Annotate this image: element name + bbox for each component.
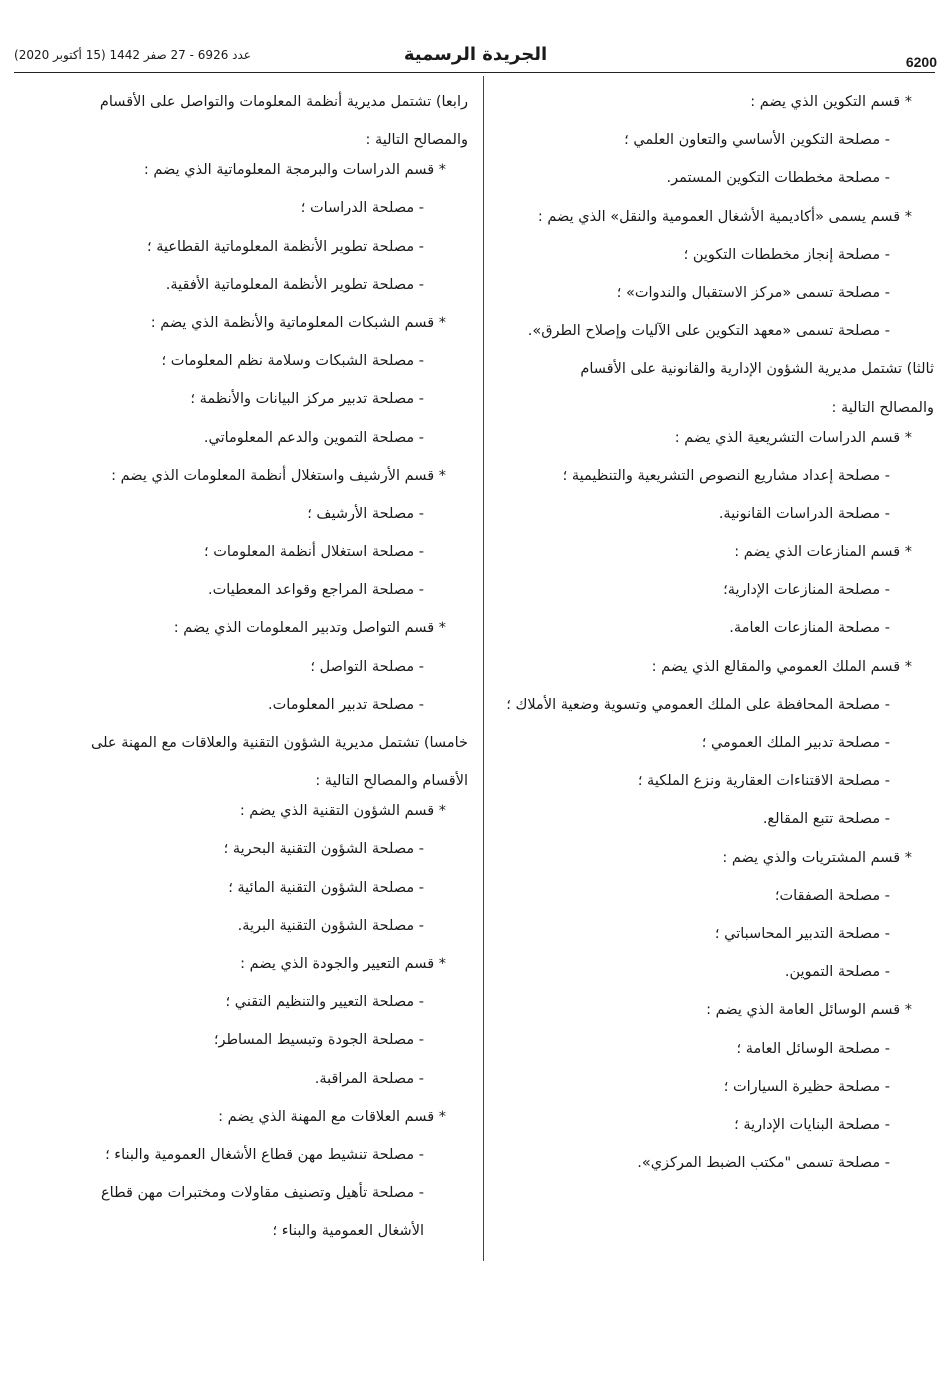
paragraph-line: ثالثا) تشتمل مديرية الشؤون الإدارية والقانونية على الأقسام	[580, 361, 934, 378]
list-item: - مصلحة المراجع وقواعد المعطيات.	[208, 582, 424, 599]
list-item: - مصلحة التموين.	[784, 964, 890, 981]
paragraph-line: خامسا) تشتمل مديرية الشؤون التقنية والعلاقات مع المهنة على	[91, 735, 468, 751]
list-item: - مصلحة تنشيط مهن قطاع الأشغال العمومية والبناء ؛	[105, 1146, 424, 1163]
section-heading: * قسم الوسائل العامة الذي يضم :	[706, 1002, 912, 1019]
list-item: - مصلحة التكوين الأساسي والتعاون العلمي ؛	[624, 132, 890, 149]
section-heading: * قسم الشؤون التقنية الذي يضم :	[239, 803, 446, 820]
list-item: - مصلحة الدراسات القانونية.	[718, 505, 890, 522]
section-heading: * قسم الأرشيف واستغلال أنظمة المعلومات الذي يضم :	[111, 467, 446, 484]
section-heading: * قسم يسمى «أكاديمية الأشغال العمومية والنقل» الذي يضم :	[537, 208, 912, 225]
column-divider	[483, 76, 484, 1261]
paragraph-line: والمصالح التالية :	[831, 399, 934, 416]
list-item: - مصلحة تدبير المعلومات.	[268, 696, 424, 713]
list-item: - مصلحة تدبير الملك العمومي ؛	[701, 735, 890, 751]
section-heading: * قسم الدراسات والبرمجة المعلوماتية الذي يضم :	[143, 162, 446, 179]
list-item: - مصلحة تدبير مركز البيانات والأنظمة ؛	[190, 391, 424, 408]
list-item: - مصلحة البنايات الإدارية ؛	[734, 1116, 890, 1133]
list-item: - مصلحة استغلال أنظمة المعلومات ؛	[204, 544, 424, 561]
list-item: - مصلحة المحافظة على الملك العمومي وتسوية وضعية الأملاك ؛	[506, 696, 890, 713]
list-item: - مصلحة الشؤون التقنية المائية ؛	[228, 879, 424, 896]
right-column	[500, 88, 934, 1187]
list-item: - مصلحة المراقبة.	[314, 1070, 424, 1087]
list-item: - مصلحة الوسائل العامة ؛	[736, 1040, 890, 1057]
list-item: - مصلحة التعيير والتنظيم التقني ؛	[225, 994, 424, 1011]
list-item: - مصلحة الدراسات ؛	[300, 200, 424, 217]
list-item: - مصلحة حظيرة السيارات ؛	[723, 1078, 890, 1095]
left-column	[16, 88, 468, 1247]
paragraph-line: رابعا) تشتمل مديرية أنظمة المعلومات والتواصل على الأقسام	[99, 94, 468, 110]
list-item: - مصلحة تطوير الأنظمة المعلوماتية القطاعية ؛	[147, 238, 424, 255]
section-heading: * قسم التواصل وتدبير المعلومات الذي يضم :	[173, 620, 446, 637]
list-item: - مصلحة تسمى «مركز الاستقبال والندوات» ؛	[616, 284, 890, 301]
list-item: - مصلحة التموين والدعم المعلوماتي.	[203, 429, 424, 446]
page-number: 6200	[905, 54, 937, 70]
list-item: - مصلحة مخططات التكوين المستمر.	[666, 170, 890, 187]
list-item: - مصلحة المنازعات الإدارية؛	[723, 582, 890, 599]
issue-info: عدد 6926 - 27 صفر 1442 (15 أكتوبر 2020)	[14, 48, 251, 62]
list-item: - مصلحة الشؤون التقنية البحرية ؛	[223, 841, 424, 858]
section-heading: * قسم الدراسات التشريعية الذي يضم :	[674, 429, 912, 446]
section-heading: * قسم التعيير والجودة الذي يضم :	[240, 955, 446, 972]
list-item-continuation: الأشغال العمومية والبناء ؛	[272, 1223, 424, 1240]
section-heading: * قسم الشبكات المعلوماتية والأنظمة الذي يضم :	[150, 314, 446, 331]
paragraph-line: الأقسام والمصالح التالية :	[315, 773, 468, 790]
page-header	[14, 44, 937, 74]
list-item: - مصلحة الجودة وتبسيط المساطر؛	[213, 1032, 424, 1049]
section-heading: * قسم الملك العمومي والمقالع الذي يضم :	[651, 658, 912, 675]
section-heading: * قسم المشتريات والذي يضم :	[722, 849, 912, 866]
list-item: - مصلحة التواصل ؛	[310, 658, 424, 675]
list-item: - مصلحة التدبير المحاسباتي ؛	[714, 925, 890, 942]
section-heading: * قسم المنازعات الذي يضم :	[734, 544, 912, 561]
list-item: - مصلحة تتبع المقالع.	[762, 811, 890, 828]
list-item: - مصلحة تأهيل وتصنيف مقاولات ومختبرات مهن قطاع	[101, 1185, 424, 1202]
list-item: - مصلحة الشؤون التقنية البرية.	[237, 917, 424, 934]
section-heading: * قسم العلاقات مع المهنة الذي يضم :	[218, 1108, 446, 1125]
list-item: - مصلحة الشبكات وسلامة نظم المعلومات ؛	[161, 353, 424, 370]
header-rule	[14, 72, 935, 73]
list-item: - مصلحة إنجاز مخططات التكوين ؛	[683, 246, 890, 263]
paragraph-line: والمصالح التالية :	[365, 132, 468, 149]
list-item: - مصلحة الصفقات؛	[774, 887, 890, 904]
list-item: - مصلحة المنازعات العامة.	[729, 620, 890, 637]
list-item: - مصلحة إعداد مشاريع النصوص التشريعية والتنظيمية ؛	[562, 467, 890, 484]
list-item: - مصلحة تسمى "مكتب الضبط المركزي».	[637, 1155, 890, 1172]
list-item: - مصلحة تطوير الأنظمة المعلوماتية الأفقية.	[165, 276, 424, 293]
list-item: - مصلحة الأرشيف ؛	[307, 505, 424, 522]
gazette-title: الجريدة الرسمية	[403, 44, 548, 65]
list-item: - مصلحة الاقتناءات العقارية ونزع الملكية ؛	[637, 773, 890, 790]
list-item: - مصلحة تسمى «معهد التكوين على الآليات وإصلاح الطرق».	[527, 323, 890, 340]
section-heading: * قسم التكوين الذي يضم :	[750, 94, 912, 110]
